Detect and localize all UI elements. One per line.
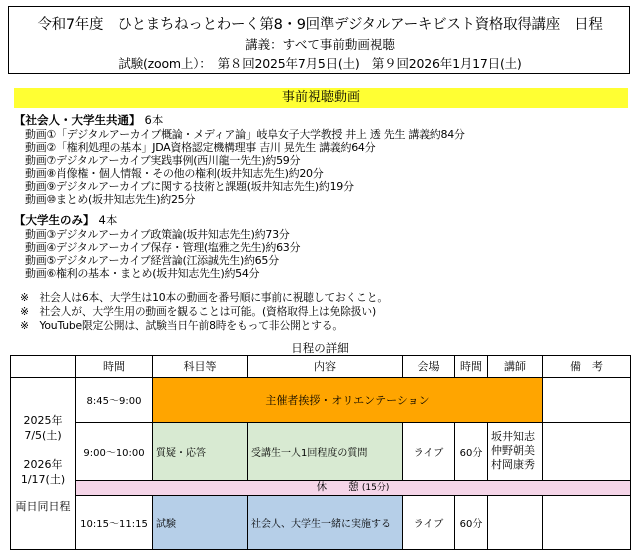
col-header: 会場 <box>403 356 455 378</box>
col-header <box>11 356 76 378</box>
video-item: 動画④デジタルアーカイブ保存・管理(塩雅之先生)約63分 <box>25 241 301 254</box>
time-cell: 9:00～10:00 <box>76 423 153 480</box>
break-label: 休 憩 <box>316 480 359 493</box>
col-header: 時間 <box>455 356 488 378</box>
video-item: 動画⑧肖像権・個人情報・その他の権利(坂井知志先生)約20分 <box>25 167 324 180</box>
table-header-row <box>11 356 631 378</box>
table-row <box>11 377 631 423</box>
schedule-table <box>10 355 631 550</box>
table-row <box>11 496 631 550</box>
time-cell: 10:15～11:15 <box>76 496 153 550</box>
orientation-cell: 主催者挨拶・オリエンテーション <box>153 377 543 423</box>
note-line: ※ 社会人は6本、大学生は10本の動画を番号順に事前に視聴しておくこと。 <box>20 291 388 304</box>
col-header: 講師 <box>488 356 543 378</box>
page-subtitle: 講義：すべて事前動画視聴 <box>245 37 395 52</box>
break-cell <box>76 480 631 496</box>
group-heading-label: 【社会人・大学生共通】 <box>14 113 141 127</box>
table-row <box>11 423 631 480</box>
video-item: 動画⑤デジタルアーカイブ経営論(江添誠先生)約65分 <box>25 254 279 267</box>
remarks-cell <box>543 496 631 550</box>
break-row <box>11 480 631 496</box>
col-header: 備 考 <box>543 356 631 378</box>
lecturer-name: 村岡康秀 <box>491 458 535 472</box>
content-cell: 受講生一人1回程度の質問 <box>248 423 403 480</box>
lecturer-cell <box>488 496 543 550</box>
page-title: 令和7年度 ひとまちねっとわーく第8・9回準デジタルアーキビスト資格取得講座 日程 <box>37 17 603 33</box>
video-item: 動画⑨デジタルアーカイブに関する技術と課題(坂井知志先生)約19分 <box>25 180 354 193</box>
date-day: 7/5(土) <box>24 428 62 442</box>
schedule-title: 日程の詳細 <box>291 341 349 355</box>
same-schedule-note: 両日同日程 <box>15 499 71 513</box>
duration-cell: 60分 <box>455 496 488 550</box>
date-cell <box>11 377 76 549</box>
video-item: 動画⑦デジタルアーカイブ実践事例(西川龍一先生)約59分 <box>25 154 301 167</box>
subject-cell: 質疑・応答 <box>153 423 248 480</box>
note-line: ※ YouTube限定公開は、試験当日午前8時をもって非公開とする。 <box>20 319 343 332</box>
group-count: 6本 <box>144 113 164 127</box>
content-cell: 社会人、大学生一緒に実施する <box>248 496 403 550</box>
video-item: 動画①「デジタルアーカイブ概論・メディア論」岐阜女子大学教授 井上 透 先生 講義約84分 <box>25 128 465 141</box>
time-cell: 8:45～9:00 <box>76 377 153 423</box>
venue-cell: ライブ <box>403 423 455 480</box>
pre-video-band: 事前視聴動画 <box>14 88 628 108</box>
remarks-cell <box>543 423 631 480</box>
date-year: 2025年 <box>23 413 63 427</box>
lecturer-name: 坂井知志 <box>491 430 535 444</box>
date-day: 1/17(土) <box>20 472 66 486</box>
remarks-cell <box>543 377 631 423</box>
lecturer-cell <box>488 423 543 480</box>
video-item: 動画⑩まとめ(坂井知志先生)約25分 <box>25 193 196 206</box>
lecturer-name: 仲野朝美 <box>491 444 535 458</box>
note-line: ※ 社会人が、大学生用の動画を観ることは可能。(資格取得上は免除扱い) <box>20 305 376 318</box>
video-item: 動画③デジタルアーカイブ政策論(坂井知志先生)約73分 <box>25 228 290 241</box>
subject-cell: 試験 <box>153 496 248 550</box>
col-header: 科目等 <box>153 356 248 378</box>
col-header: 内容 <box>248 356 403 378</box>
header-box <box>8 6 630 74</box>
date-year: 2026年 <box>23 457 63 471</box>
exam-dates: 試験(zoom上）： 第８回2025年7月5日(土) 第９回2026年1月17日(土) <box>118 56 522 71</box>
group-heading-label: 【大学生のみ】 <box>14 213 95 227</box>
duration-cell: 60分 <box>455 423 488 480</box>
break-minutes: (15分) <box>361 482 390 493</box>
video-item: 動画②「権利処理の基本」JDA資格認定機構理事 吉川 晃先生 講義約64分 <box>25 141 376 154</box>
video-item: 動画⑥権利の基本・まとめ(坂井知志先生)約54分 <box>25 267 260 280</box>
col-header: 時間 <box>76 356 153 378</box>
group-count: 4本 <box>98 213 118 227</box>
venue-cell: ライブ <box>403 496 455 550</box>
